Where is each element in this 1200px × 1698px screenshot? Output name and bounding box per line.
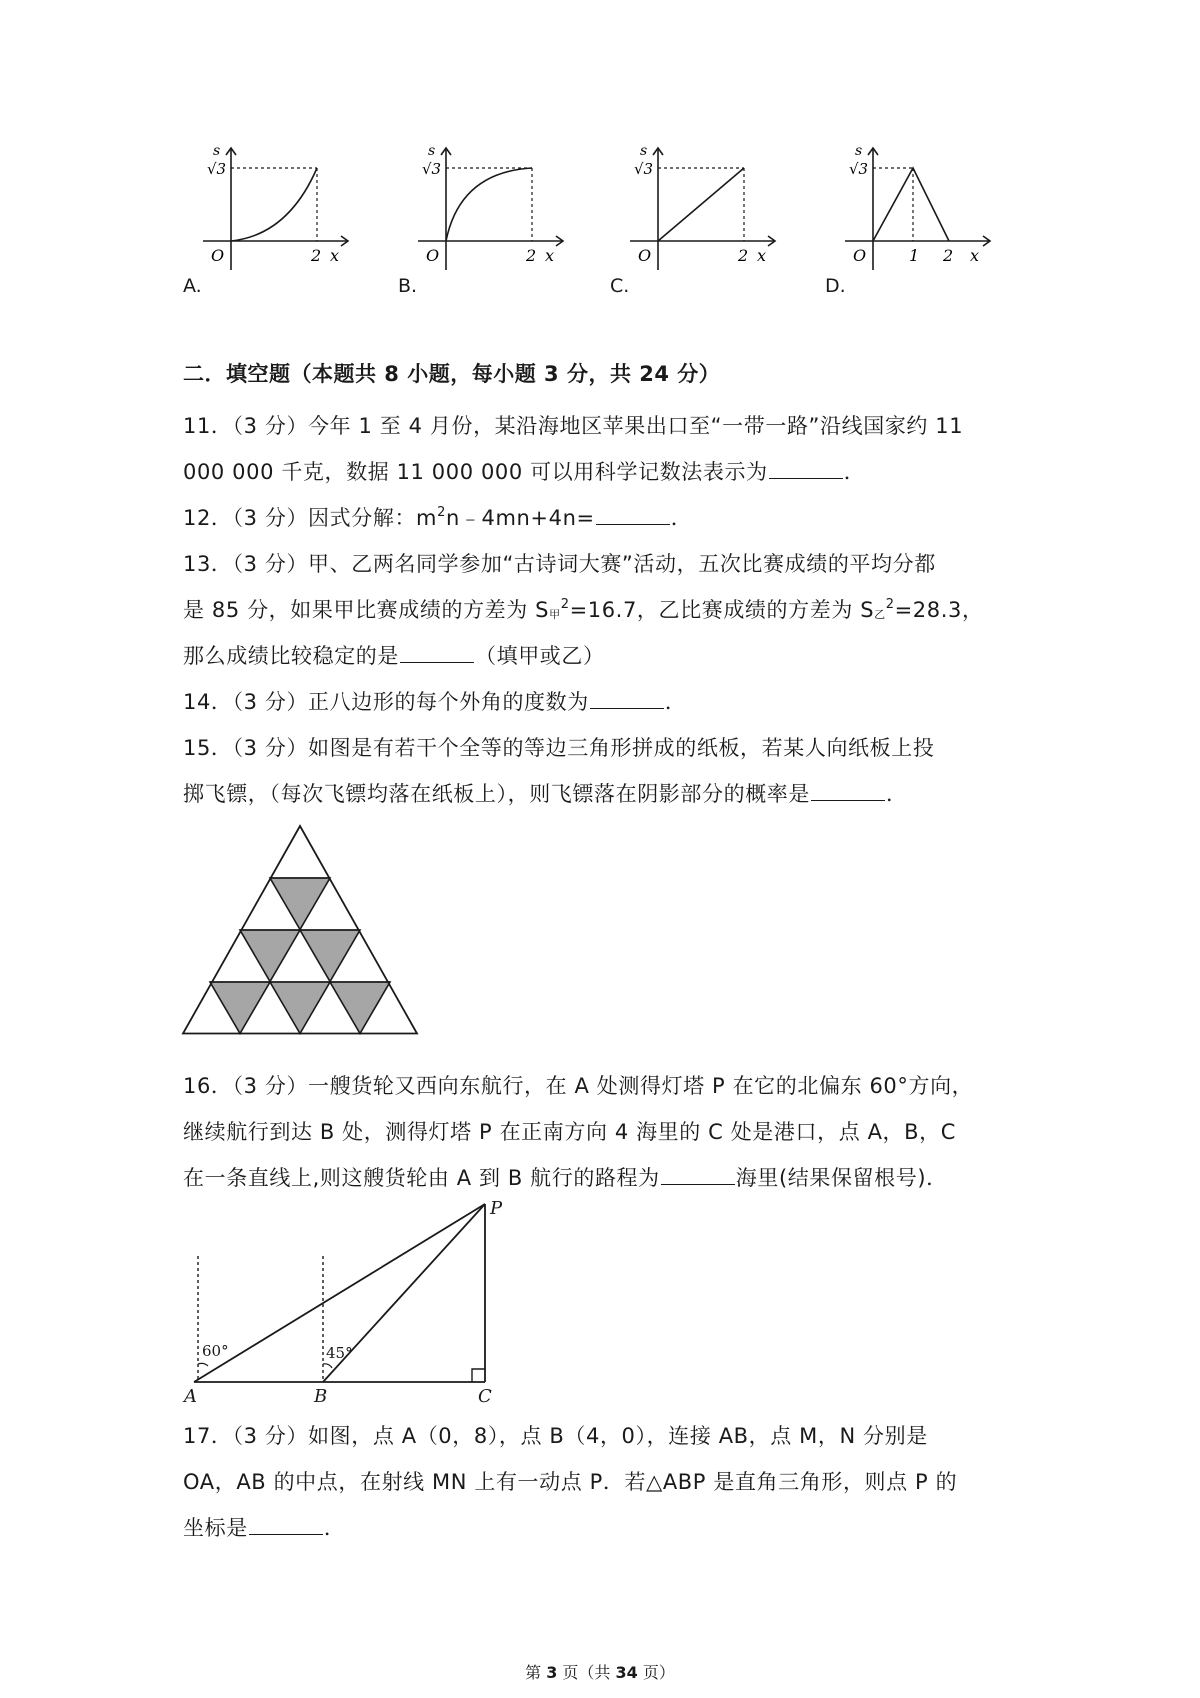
q17-text: 坐标是 [183,1516,248,1540]
footer-text: 页） [637,1663,675,1682]
answer-blank[interactable] [596,506,670,525]
answer-blank[interactable] [661,1166,735,1185]
lighthouse-figure [180,1196,510,1408]
x-axis-label: x [330,246,340,265]
q11-end: ． [843,460,866,484]
origin-label: O [211,246,225,265]
q11-text: 000 000 千克，数据 11 000 000 可以用科学记数法表示为 [183,460,768,484]
footer-total-pages: 34 [615,1663,638,1682]
q14-end: ． [664,690,687,714]
q13-text: 那么成绩比较稳定的是 [183,644,399,668]
answer-blank[interactable] [769,460,843,479]
q16-line2: 继续航行到达 B 处，测得灯塔 P 在正南方向 4 海里的 C 处是港口，点 A，B，C [183,1120,957,1144]
footer-page-number: 3 [546,1663,558,1682]
origin-label: O [426,246,440,265]
origin-label: O [853,246,867,265]
q11-line1: 11．（3 分）今年 1 至 4 月份，某沿海地区苹果出口至“一带一路”沿线国家约 11 [183,414,964,438]
shaded-triangle [300,930,360,982]
s-axis-label: s [213,143,221,159]
q12-end: ． [670,506,693,530]
footer-text: 第 [525,1663,547,1682]
q13-sup: 2 [885,597,895,612]
q16-end: 海里(结果保留根号)． [735,1166,948,1190]
q13-line3 [183,640,605,670]
origin-label: O [638,246,652,265]
section-title: 二．填空题（本题共 8 小题，每小题 3 分，共 24 分） [183,362,721,386]
q12-expr: n﹣4mn+4n= [446,506,595,530]
option-c-graph [610,140,800,300]
x-axis-label: x [545,246,555,265]
option-a-plot [183,140,373,300]
answer-blank[interactable] [400,644,474,663]
option-c-plot [610,140,800,300]
x-axis-label: x [970,246,980,265]
s-axis-label: s [428,143,436,159]
x-max-label: 2 [738,246,749,265]
answer-blank[interactable] [249,1516,323,1535]
q11-line2 [183,456,865,486]
q15-line1: 15．（3 分）如图是有若干个全等的等边三角形拼成的纸板，若某人向纸板上投 [183,736,935,760]
option-d-plot [825,140,1015,300]
q13-text-b: =16.7，乙比赛成绩的方差为 S [569,598,875,622]
s-axis-label: s [640,143,648,159]
q16-text: 在一条直线上,则这艘货轮由 A 到 B 航行的路程为 [183,1166,660,1190]
q17-line2: OA，AB 的中点，在射线 MN 上有一动点 P．若△ABP 是直角三角形，则点 P 的 [183,1470,958,1494]
answer-blank[interactable] [811,782,885,801]
shaded-triangle [270,982,330,1034]
q16-line3 [183,1162,948,1192]
option-d-label: D. [825,275,846,297]
q13-end: （填甲或乙） [475,644,605,668]
shaded-triangle [330,982,390,1034]
option-a-label: A. [183,275,202,297]
q13-text-c: =28.3， [894,598,984,622]
q13-sub-yi: 乙 [874,608,886,621]
q15-end: ． [886,782,908,806]
x-axis-label: x [757,246,767,265]
point-c-label: C [478,1386,492,1407]
sqrt3-label: √3 [422,160,442,178]
x-max-label: 2 [526,246,537,265]
footer-text: 页（共 [557,1663,616,1682]
q15-line2 [183,778,908,808]
q13-line2 [183,594,984,624]
option-b-label: B. [398,275,418,297]
option-a-graph [183,140,373,300]
q14-line [183,686,686,716]
q12-exponent: 2 [437,505,446,520]
q13-sup: 2 [560,597,570,612]
q17-end: ． [323,1516,346,1540]
point-b-label: B [314,1386,328,1407]
page-footer [0,1660,1200,1683]
q17-line3 [183,1512,345,1542]
option-c-label: C. [610,275,630,297]
q14-text: 14．（3 分）正八边形的每个外角的度数为 [183,690,589,714]
point-a-label: A [184,1386,197,1407]
sqrt3-label: √3 [634,160,654,178]
sqrt3-label: √3 [207,160,227,178]
shaded-triangle [210,982,270,1034]
q13-line1: 13．（3 分）甲、乙两名同学参加“古诗词大赛”活动，五次比赛成绩的平均分都 [183,552,936,576]
q15-text: 掷飞镖，（每次飞镖均落在纸板上），则飞镖落在阴影部分的概率是 [183,782,810,806]
q16-line1: 16．（3 分）一艘货轮又西向东航行，在 A 处测得灯塔 P 在它的北偏东 60°方向， [183,1074,974,1098]
x-max-label: 2 [311,246,322,265]
x-mid-label: 1 [909,246,920,265]
option-d-graph [825,140,1015,300]
q12-text: 12．（3 分）因式分解：m [183,506,438,530]
answer-blank[interactable] [590,690,664,709]
s-axis-label: s [855,143,863,159]
x-max-label: 2 [943,246,954,265]
sqrt3-label: √3 [849,160,869,178]
angle-45-label: 45° [326,1344,353,1362]
q13-text-a: 是 85 分，如果甲比赛成绩的方差为 S [183,598,550,622]
shaded-triangle [270,878,330,930]
q17-line1: 17．（3 分）如图，点 A（0，8），点 B（4，0），连接 AB，点 M，N 分别是 [183,1424,928,1448]
point-p-label: P [490,1198,503,1219]
shaded-triangle [240,930,300,982]
triangle-board-figure [180,820,420,1045]
option-b-graph [398,140,588,300]
option-b-plot [398,140,588,300]
q12-line [183,502,692,532]
angle-60-label: 60° [202,1342,229,1360]
q13-sub-jia: 甲 [549,608,561,621]
